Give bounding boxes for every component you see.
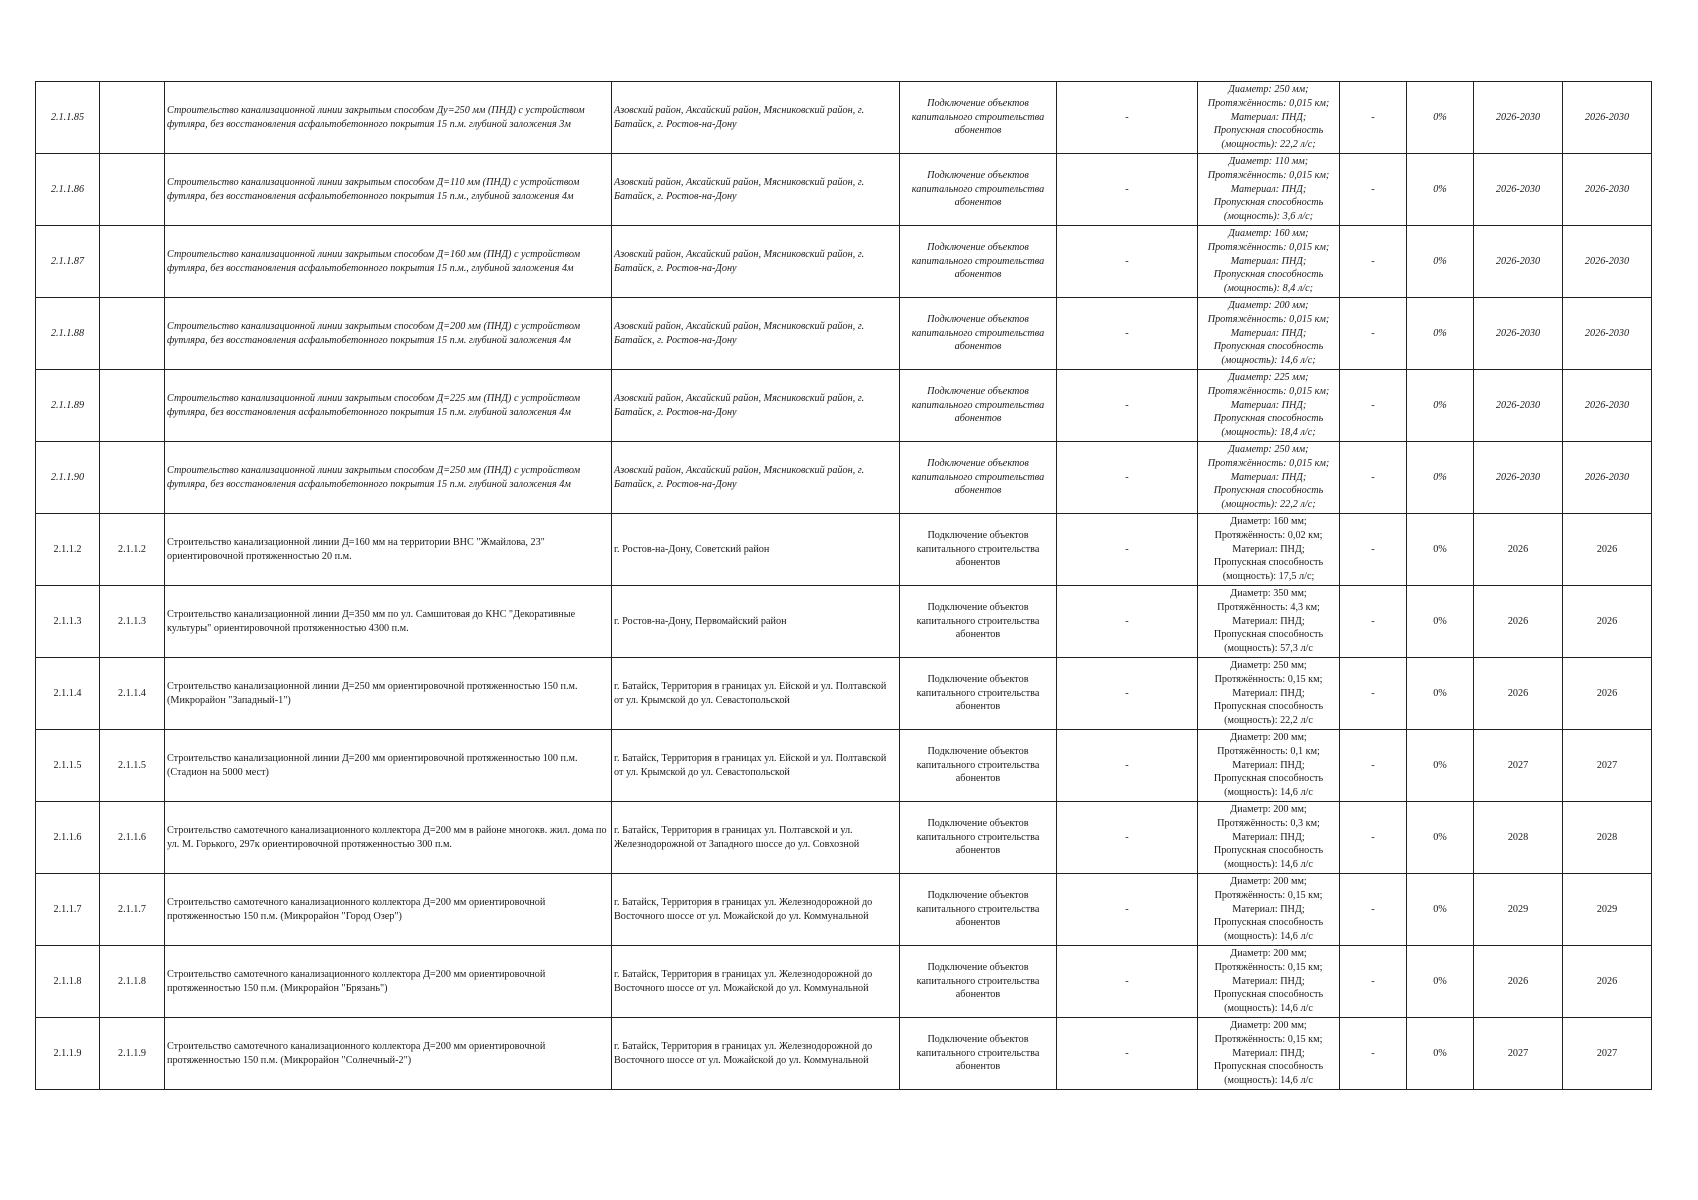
period-end-cell: 2028 <box>1563 802 1652 874</box>
purpose-cell: Подключение объектов капитального строительства абонентов <box>900 226 1057 298</box>
parameter-line: Пропускная способность <box>1213 269 1324 281</box>
parameter-line: Пропускная способность <box>1213 341 1324 353</box>
percent-cell: 0% <box>1407 658 1474 730</box>
period-start-cell: 2026 <box>1474 658 1563 730</box>
parameter-line: (мощность): 22,2 л/с <box>1224 715 1313 727</box>
location-cell: г. Батайск, Территория в границах ул. Полтавской и ул. Железнодорожной от Западного шоссе до ул. Совхозной <box>612 802 900 874</box>
technical-parameters-cell <box>1198 442 1340 514</box>
parameter-line: Пропускная способность <box>1213 125 1324 137</box>
percent-cell: 0% <box>1407 874 1474 946</box>
parameter-line: Протяжённость: 0,3 км; <box>1217 817 1320 829</box>
parameter-line: Диаметр: 250 мм; <box>1228 84 1309 95</box>
purpose-cell: Подключение объектов капитального строительства абонентов <box>900 370 1057 442</box>
table-row <box>36 226 1652 298</box>
location-cell: г. Батайск, Территория в границах ул. Железнодорожной до Восточного шоссе от ул. Можайской до ул. Коммунальной <box>612 874 900 946</box>
table-row <box>36 1018 1652 1090</box>
parameter-line: Материал: ПНД; <box>1230 111 1307 123</box>
dash-cell: - <box>1340 874 1407 946</box>
technical-parameters-cell <box>1198 514 1340 586</box>
sub-number-cell: 2.1.1.4 <box>100 658 165 730</box>
work-description-cell: Строительство канализационной линии Д=350 мм по ул. Самшитовая до КНС "Декоративные культуры" ориентировочной протяженностью 4300 п.м. <box>165 586 612 658</box>
investment-program-table <box>35 81 1652 1090</box>
parameter-line: Протяжённость: 0,02 км; <box>1214 529 1323 541</box>
item-number-cell: 2.1.1.87 <box>36 226 100 298</box>
table-row <box>36 82 1652 154</box>
purpose-cell: Подключение объектов капитального строительства абонентов <box>900 802 1057 874</box>
purpose-cell: Подключение объектов капитального строительства абонентов <box>900 298 1057 370</box>
sub-number-cell <box>100 82 165 154</box>
location-cell: г. Батайск, Территория в границах ул. Железнодорожной до Восточного шоссе от ул. Можайской до ул. Коммунальной <box>612 946 900 1018</box>
technical-parameters-cell <box>1198 802 1340 874</box>
table-row <box>36 442 1652 514</box>
period-end-cell: 2026 <box>1563 658 1652 730</box>
percent-cell: 0% <box>1407 946 1474 1018</box>
parameter-line: Диаметр: 200 мм; <box>1230 804 1307 815</box>
table-row <box>36 802 1652 874</box>
period-end-cell: 2027 <box>1563 730 1652 802</box>
location-cell: Азовский район, Аксайский район, Мясниковский район, г. Батайск, г. Ростов-на-Дону <box>612 226 900 298</box>
table-row <box>36 874 1652 946</box>
technical-parameters-cell <box>1198 658 1340 730</box>
period-start-cell: 2026-2030 <box>1474 442 1563 514</box>
dash-cell: - <box>1340 730 1407 802</box>
purpose-cell: Подключение объектов капитального строительства абонентов <box>900 514 1057 586</box>
work-description-cell: Строительство самотечного канализационного коллектора Д=200 мм ориентировочной протяженностью 150 п.м. (Микрорайон "Солнечный-2") <box>165 1018 612 1090</box>
table-row <box>36 730 1652 802</box>
work-description-cell: Строительство самотечного канализационного коллектора Д=200 мм в районе многокв. жил. дома по ул. М. Горького, 297к ориентировочной протяженностью 300 п.м. <box>165 802 612 874</box>
work-description-cell: Строительство канализационной линии закрытым способом Д=160 мм (ПНД) с устройством футляра, без восстановления асфальтобетонного покрытия 15 п.м., глубиной заложения 4м <box>165 226 612 298</box>
sub-number-cell <box>100 442 165 514</box>
dash-cell: - <box>1340 802 1407 874</box>
location-cell: Азовский район, Аксайский район, Мясниковский район, г. Батайск, г. Ростов-на-Дону <box>612 442 900 514</box>
sub-number-cell: 2.1.1.8 <box>100 946 165 1018</box>
purpose-cell: Подключение объектов капитального строительства абонентов <box>900 874 1057 946</box>
parameter-line: Диаметр: 200 мм; <box>1228 300 1309 311</box>
parameter-line: Диаметр: 200 мм; <box>1230 948 1307 959</box>
period-start-cell: 2026 <box>1474 586 1563 658</box>
location-cell: г. Ростов-на-Дону, Советский район <box>612 514 900 586</box>
item-number-cell: 2.1.1.86 <box>36 154 100 226</box>
parameter-line: (мощность): 14,6 л/с <box>1224 931 1313 943</box>
sub-number-cell: 2.1.1.2 <box>100 514 165 586</box>
period-start-cell: 2027 <box>1474 1018 1563 1090</box>
location-cell: г. Батайск, Территория в границах ул. Ейской и ул. Полтавской от ул. Крымской до ул. Севастопольской <box>612 658 900 730</box>
dash-cell: - <box>1340 658 1407 730</box>
period-end-cell: 2026-2030 <box>1563 442 1652 514</box>
parameter-line: Протяжённость: 0,15 км; <box>1214 961 1323 973</box>
technical-parameters-cell <box>1198 874 1340 946</box>
period-end-cell: 2027 <box>1563 1018 1652 1090</box>
parameter-line: Пропускная способность <box>1213 773 1324 785</box>
period-end-cell: 2026 <box>1563 514 1652 586</box>
technical-parameters-cell <box>1198 946 1340 1018</box>
parameter-line: Материал: ПНД; <box>1232 543 1305 555</box>
purpose-cell: Подключение объектов капитального строительства абонентов <box>900 658 1057 730</box>
technical-parameters-cell <box>1198 370 1340 442</box>
parameter-line: (мощность): 3,6 л/с; <box>1223 211 1314 223</box>
technical-parameters-cell <box>1198 730 1340 802</box>
parameter-line: Материал: ПНД; <box>1230 255 1307 267</box>
period-start-cell: 2026 <box>1474 514 1563 586</box>
parameter-line: Материал: ПНД; <box>1230 327 1307 339</box>
parameter-line: Материал: ПНД; <box>1232 615 1305 627</box>
parameter-line: Диаметр: 160 мм; <box>1230 516 1307 527</box>
work-description-cell: Строительство канализационной линии Д=250 мм ориентировочной протяженностью 150 п.м. (Микрорайон "Западный-1") <box>165 658 612 730</box>
parameter-line: Пропускная способность <box>1213 845 1324 857</box>
work-description-cell: Строительство самотечного канализационного коллектора Д=200 мм ориентировочной протяженностью 150 п.м. (Микрорайон "Город Озер") <box>165 874 612 946</box>
sub-number-cell <box>100 154 165 226</box>
sub-number-cell: 2.1.1.5 <box>100 730 165 802</box>
percent-cell: 0% <box>1407 370 1474 442</box>
dash-cell: - <box>1057 1018 1198 1090</box>
parameter-line: Диаметр: 200 мм; <box>1230 732 1307 743</box>
location-cell: Азовский район, Аксайский район, Мясниковский район, г. Батайск, г. Ростов-на-Дону <box>612 298 900 370</box>
purpose-cell: Подключение объектов капитального строительства абонентов <box>900 586 1057 658</box>
dash-cell: - <box>1340 298 1407 370</box>
percent-cell: 0% <box>1407 154 1474 226</box>
table-row <box>36 298 1652 370</box>
percent-cell: 0% <box>1407 802 1474 874</box>
percent-cell: 0% <box>1407 82 1474 154</box>
location-cell: Азовский район, Аксайский район, Мясниковский район, г. Батайск, г. Ростов-на-Дону <box>612 154 900 226</box>
period-end-cell: 2026-2030 <box>1563 82 1652 154</box>
sub-number-cell: 2.1.1.7 <box>100 874 165 946</box>
parameter-line: Протяжённость: 0,015 км; <box>1207 169 1330 181</box>
parameter-line: (мощность): 14,6 л/с; <box>1221 355 1316 367</box>
purpose-cell: Подключение объектов капитального строительства абонентов <box>900 730 1057 802</box>
table-row <box>36 946 1652 1018</box>
table-row <box>36 586 1652 658</box>
parameter-line: Диаметр: 225 мм; <box>1228 372 1309 383</box>
parameter-line: Протяжённость: 0,15 км; <box>1214 673 1323 685</box>
parameter-line: Протяжённость: 0,015 км; <box>1207 457 1330 469</box>
parameter-line: Диаметр: 200 мм; <box>1230 876 1307 887</box>
dash-cell: - <box>1057 154 1198 226</box>
item-number-cell: 2.1.1.5 <box>36 730 100 802</box>
parameter-line: Материал: ПНД; <box>1232 759 1305 771</box>
parameter-line: Диаметр: 250 мм; <box>1228 444 1309 455</box>
parameter-line: Пропускная способность <box>1213 413 1324 425</box>
period-start-cell: 2026-2030 <box>1474 370 1563 442</box>
item-number-cell: 2.1.1.4 <box>36 658 100 730</box>
parameter-line: Протяжённость: 0,015 км; <box>1207 313 1330 325</box>
sub-number-cell <box>100 298 165 370</box>
dash-cell: - <box>1057 442 1198 514</box>
work-description-cell: Строительство канализационной линии закрытым способом Д=110 мм (ПНД) с устройством футляра, без восстановления асфальтобетонного покрытия 15 п.м., глубиной заложения 4м <box>165 154 612 226</box>
period-end-cell: 2029 <box>1563 874 1652 946</box>
dash-cell: - <box>1340 1018 1407 1090</box>
parameter-line: Материал: ПНД; <box>1232 975 1305 987</box>
technical-parameters-cell <box>1198 1018 1340 1090</box>
dash-cell: - <box>1340 154 1407 226</box>
parameter-line: Материал: ПНД; <box>1230 471 1307 483</box>
parameter-line: (мощность): 22,2 л/с; <box>1221 139 1316 151</box>
dash-cell: - <box>1340 82 1407 154</box>
location-cell: г. Батайск, Территория в границах ул. Железнодорожной до Восточного шоссе от ул. Можайской до ул. Коммунальной <box>612 1018 900 1090</box>
parameter-line: (мощность): 8,4 л/с; <box>1223 283 1314 295</box>
dash-cell: - <box>1057 874 1198 946</box>
dash-cell: - <box>1057 226 1198 298</box>
purpose-cell: Подключение объектов капитального строительства абонентов <box>900 946 1057 1018</box>
work-description-cell: Строительство канализационной линии закрытым способом Д=250 мм (ПНД) с устройством футляра, без восстановления асфальтобетонного покрытия 15 п.м. глубиной заложения 4м <box>165 442 612 514</box>
parameter-line: (мощность): 57,3 л/с <box>1224 643 1313 655</box>
sub-number-cell: 2.1.1.6 <box>100 802 165 874</box>
work-description-cell: Строительство канализационной линии закрытым способом Д=225 мм (ПНД) с устройством футляра, без восстановления асфальтобетонного покрытия 15 п.м. глубиной заложения 4м <box>165 370 612 442</box>
parameter-line: Протяжённость: 0,1 км; <box>1217 745 1320 757</box>
parameter-line: Пропускная способность <box>1213 701 1324 713</box>
table-row <box>36 658 1652 730</box>
sub-number-cell: 2.1.1.3 <box>100 586 165 658</box>
parameter-line: Пропускная способность <box>1213 1061 1324 1073</box>
dash-cell: - <box>1340 370 1407 442</box>
work-description-cell: Строительство канализационной линии закрытым способом Ду=250 мм (ПНД) с устройством футляра, без восстановления асфальтобетонного покрытия 15 п.м. глубиной заложения 3м <box>165 82 612 154</box>
parameter-line: Протяжённость: 0,015 км; <box>1207 385 1330 397</box>
parameter-line: Материал: ПНД; <box>1230 399 1307 411</box>
item-number-cell: 2.1.1.2 <box>36 514 100 586</box>
dash-cell: - <box>1340 226 1407 298</box>
dash-cell: - <box>1057 730 1198 802</box>
item-number-cell: 2.1.1.7 <box>36 874 100 946</box>
period-start-cell: 2026-2030 <box>1474 82 1563 154</box>
technical-parameters-cell <box>1198 298 1340 370</box>
purpose-cell: Подключение объектов капитального строительства абонентов <box>900 154 1057 226</box>
purpose-cell: Подключение объектов капитального строительства абонентов <box>900 442 1057 514</box>
location-cell: г. Ростов-на-Дону, Первомайский район <box>612 586 900 658</box>
technical-parameters-cell <box>1198 154 1340 226</box>
period-start-cell: 2026-2030 <box>1474 226 1563 298</box>
percent-cell: 0% <box>1407 226 1474 298</box>
percent-cell: 0% <box>1407 586 1474 658</box>
period-start-cell: 2026 <box>1474 946 1563 1018</box>
parameter-line: Материал: ПНД; <box>1232 1047 1305 1059</box>
parameter-line: (мощность): 14,6 л/с <box>1224 787 1313 799</box>
period-start-cell: 2026-2030 <box>1474 154 1563 226</box>
period-end-cell: 2026 <box>1563 586 1652 658</box>
percent-cell: 0% <box>1407 514 1474 586</box>
parameter-line: Пропускная способность <box>1213 557 1324 569</box>
location-cell: г. Батайск, Территория в границах ул. Ейской и ул. Полтавской от ул. Крымской до ул. Севастопольской <box>612 730 900 802</box>
period-end-cell: 2026-2030 <box>1563 370 1652 442</box>
parameter-line: Материал: ПНД; <box>1232 687 1305 699</box>
parameter-line: Протяжённость: 4,3 км; <box>1217 601 1320 613</box>
work-description-cell: Строительство канализационной линии Д=160 мм на территории ВНС "Жмайлова, 23" ориентировочной протяженностью 20 п.м. <box>165 514 612 586</box>
dash-cell: - <box>1340 514 1407 586</box>
table-row <box>36 154 1652 226</box>
period-start-cell: 2029 <box>1474 874 1563 946</box>
work-description-cell: Строительство самотечного канализационного коллектора Д=200 мм ориентировочной протяженностью 150 п.м. (Микрорайон "Брязань") <box>165 946 612 1018</box>
period-start-cell: 2027 <box>1474 730 1563 802</box>
parameter-line: Протяжённость: 0,15 км; <box>1214 889 1323 901</box>
percent-cell: 0% <box>1407 298 1474 370</box>
sub-number-cell <box>100 226 165 298</box>
parameter-line: (мощность): 22,2 л/с; <box>1221 499 1316 511</box>
percent-cell: 0% <box>1407 730 1474 802</box>
item-number-cell: 2.1.1.90 <box>36 442 100 514</box>
parameter-line: Протяжённость: 0,015 км; <box>1207 97 1330 109</box>
dash-cell: - <box>1340 442 1407 514</box>
parameter-line: Диаметр: 350 мм; <box>1230 588 1307 599</box>
dash-cell: - <box>1057 586 1198 658</box>
parameter-line: Пропускная способность <box>1213 197 1324 209</box>
dash-cell: - <box>1057 82 1198 154</box>
dash-cell: - <box>1057 946 1198 1018</box>
parameter-line: Протяжённость: 0,15 км; <box>1214 1033 1323 1045</box>
parameter-line: Диаметр: 160 мм; <box>1228 228 1309 239</box>
table-row <box>36 370 1652 442</box>
period-end-cell: 2026-2030 <box>1563 298 1652 370</box>
technical-parameters-cell <box>1198 586 1340 658</box>
table-body <box>36 82 1652 1090</box>
item-number-cell: 2.1.1.85 <box>36 82 100 154</box>
dash-cell: - <box>1057 298 1198 370</box>
parameter-line: (мощность): 18,4 л/с; <box>1221 427 1316 439</box>
sub-number-cell: 2.1.1.9 <box>100 1018 165 1090</box>
parameter-line: (мощность): 14,6 л/с <box>1224 859 1313 871</box>
parameter-line: (мощность): 14,6 л/с <box>1224 1075 1313 1087</box>
parameter-line: Материал: ПНД; <box>1232 903 1305 915</box>
period-end-cell: 2026-2030 <box>1563 226 1652 298</box>
parameter-line: Пропускная способность <box>1213 629 1324 641</box>
dash-cell: - <box>1057 514 1198 586</box>
item-number-cell: 2.1.1.89 <box>36 370 100 442</box>
purpose-cell: Подключение объектов капитального строительства абонентов <box>900 82 1057 154</box>
item-number-cell: 2.1.1.6 <box>36 802 100 874</box>
purpose-cell: Подключение объектов капитального строительства абонентов <box>900 1018 1057 1090</box>
work-description-cell: Строительство канализационной линии Д=200 мм ориентировочной протяженностью 100 п.м. (Стадион на 5000 мест) <box>165 730 612 802</box>
period-end-cell: 2026-2030 <box>1563 154 1652 226</box>
period-start-cell: 2028 <box>1474 802 1563 874</box>
parameter-line: Пропускная способность <box>1213 917 1324 929</box>
sub-number-cell <box>100 370 165 442</box>
dash-cell: - <box>1057 802 1198 874</box>
location-cell: Азовский район, Аксайский район, Мясниковский район, г. Батайск, г. Ростов-на-Дону <box>612 82 900 154</box>
parameter-line: Материал: ПНД; <box>1232 831 1305 843</box>
location-cell: Азовский район, Аксайский район, Мясниковский район, г. Батайск, г. Ростов-на-Дону <box>612 370 900 442</box>
parameter-line: Материал: ПНД; <box>1230 183 1307 195</box>
period-start-cell: 2026-2030 <box>1474 298 1563 370</box>
parameter-line: Диаметр: 250 мм; <box>1230 660 1307 671</box>
item-number-cell: 2.1.1.3 <box>36 586 100 658</box>
work-description-cell: Строительство канализационной линии закрытым способом Д=200 мм (ПНД) с устройством футляра, без восстановления асфальтобетонного покрытия 15 п.м. глубиной заложения 4м <box>165 298 612 370</box>
item-number-cell: 2.1.1.88 <box>36 298 100 370</box>
parameter-line: (мощность): 14,6 л/с <box>1224 1003 1313 1015</box>
dash-cell: - <box>1057 370 1198 442</box>
percent-cell: 0% <box>1407 442 1474 514</box>
dash-cell: - <box>1340 946 1407 1018</box>
parameter-line: Диаметр: 200 мм; <box>1230 1020 1307 1031</box>
table-row <box>36 514 1652 586</box>
percent-cell: 0% <box>1407 1018 1474 1090</box>
parameter-line: (мощность): 17,5 л/с; <box>1222 571 1315 583</box>
dash-cell: - <box>1057 658 1198 730</box>
parameter-line: Диаметр: 110 мм; <box>1228 156 1309 167</box>
parameter-line: Пропускная способность <box>1213 989 1324 1001</box>
item-number-cell: 2.1.1.9 <box>36 1018 100 1090</box>
parameter-line: Пропускная способность <box>1213 485 1324 497</box>
technical-parameters-cell <box>1198 82 1340 154</box>
dash-cell: - <box>1340 586 1407 658</box>
item-number-cell: 2.1.1.8 <box>36 946 100 1018</box>
technical-parameters-cell <box>1198 226 1340 298</box>
parameter-line: Протяжённость: 0,015 км; <box>1207 241 1330 253</box>
period-end-cell: 2026 <box>1563 946 1652 1018</box>
